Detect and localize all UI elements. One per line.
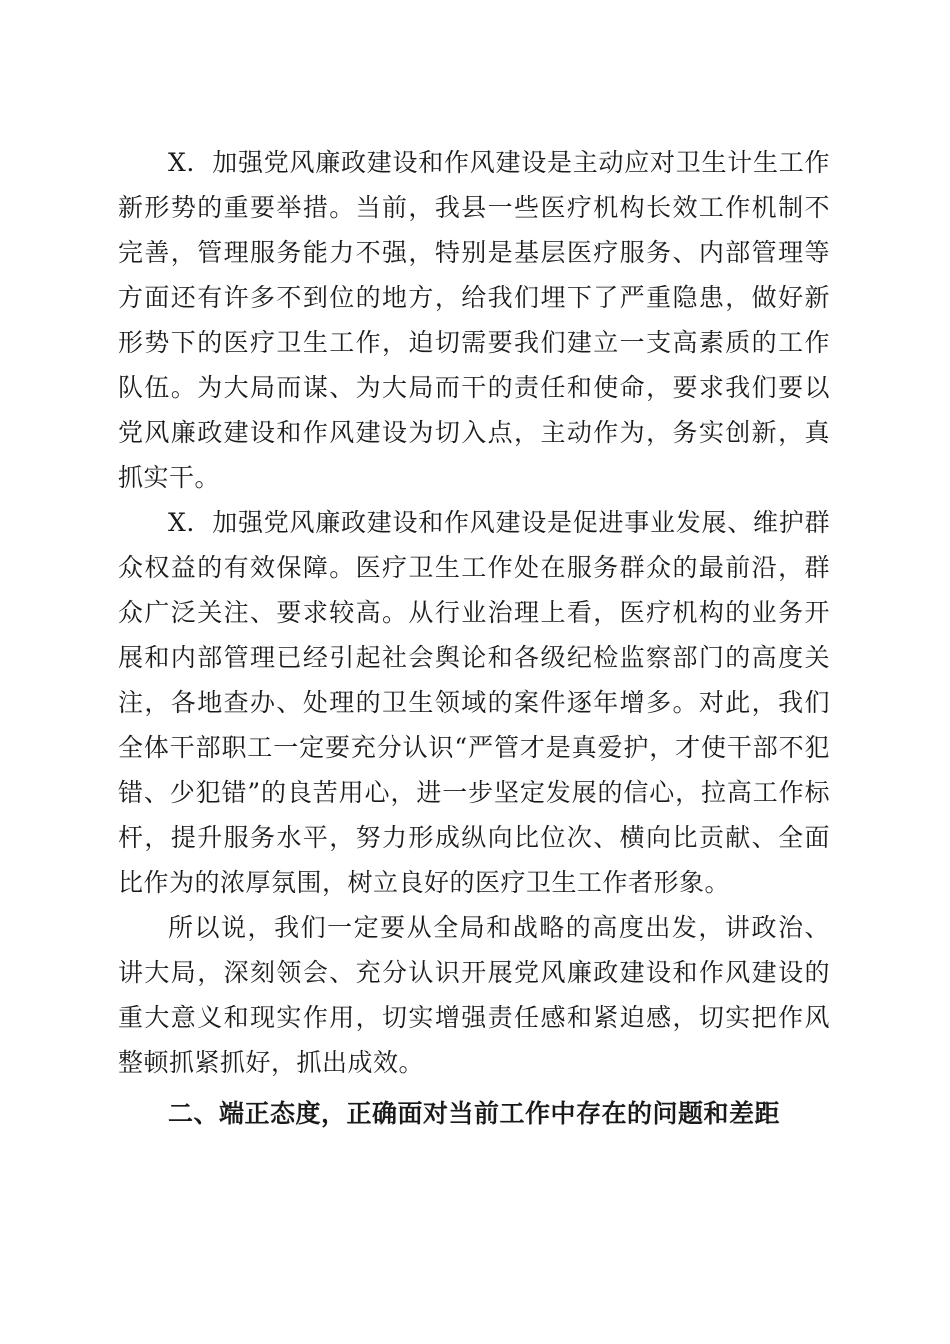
document-body xyxy=(118,140,830,1136)
paragraph-measure-2: X．加强党风廉政建设和作风建设是促进事业发展、维护群众权益的有效保障。医疗卫生工作处在服务群众的最前沿，群众广泛关注、要求较高。从行业治理上看，医疗机构的业务开展和内部管理已经引起社会舆论和各级纪检监察部门的高度关注，各地查办、处理的卫生领域的案件逐年增多。对此，我们全体干部职工一定要充分认识“严管才是真爱护，才使干部不犯错、少犯错”的良苦用心，进一步坚定发展的信心，拉高工作标杆，提升服务水平，努力形成纵向比位次、横向比贡献、全面比作为的浓厚氛围，树立良好的医疗卫生工作者形象。 xyxy=(118,508,830,897)
paragraph-measure-1: X．加强党风廉政建设和作风建设是主动应对卫生计生工作新形势的重要举措。当前，我县一些医疗机构长效工作机制不完善，管理服务能力不强，特别是基层医疗服务、内部管理等方面还有许多不到位的地方，给我们埋下了严重隐患，做好新形势下的医疗卫生工作，迫切需要我们建立一支高素质的工作队伍。为大局而谋、为大局而干的责任和使命，要求我们要以党风廉政建设和作风建设为切入点，主动作为，务实创新，真抓实干。 xyxy=(118,148,830,492)
section-heading-2: 二、端正态度，正确面对当前工作中存在的问题和差距 xyxy=(168,1099,781,1128)
paragraph-conclusion: 所以说，我们一定要从全局和战略的高度出发，讲政治、讲大局，深刻领会、充分认识开展党风廉政建设和作风建设的重大意义和现实作用，切实增强责任感和紧迫感，切实把作风整顿抓紧抓好，抓出成效。 xyxy=(118,913,830,1077)
